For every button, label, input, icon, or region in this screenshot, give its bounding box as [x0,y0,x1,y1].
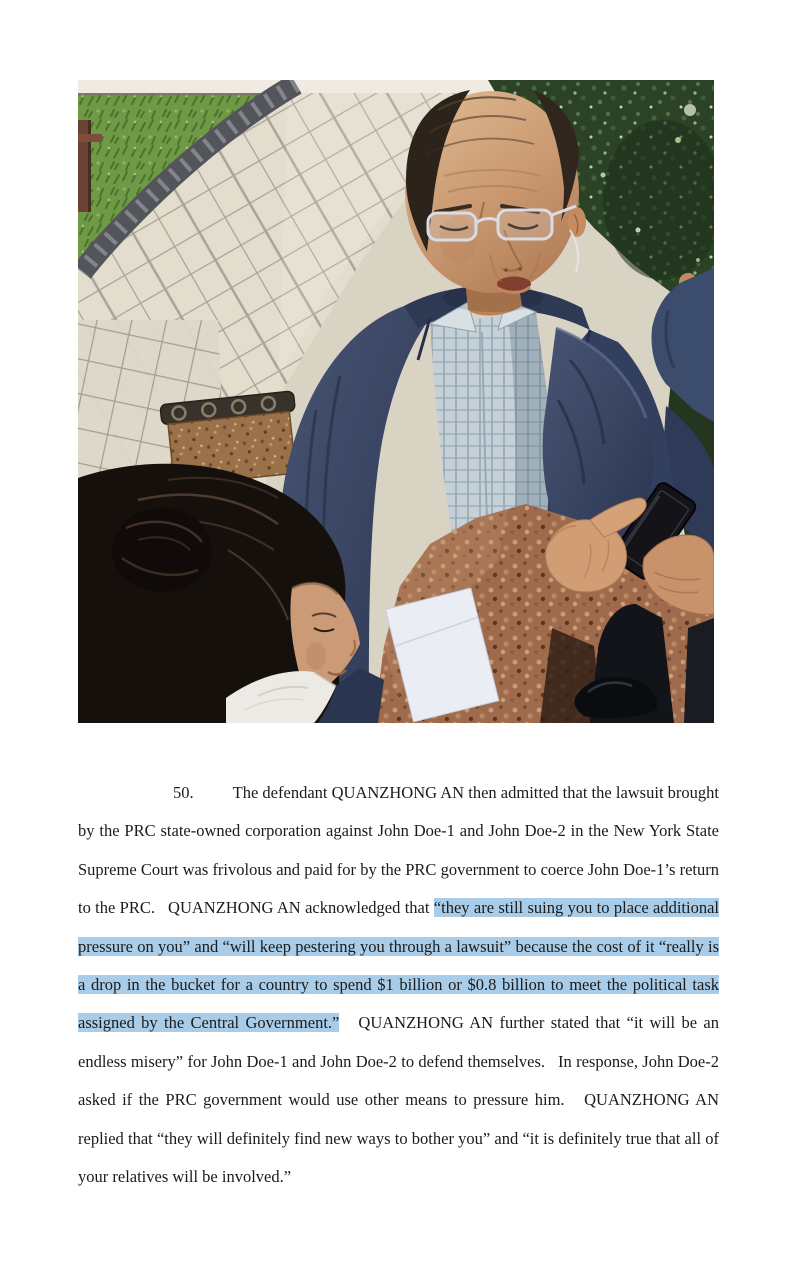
surveillance-photo [78,80,714,723]
highlighted-text: “they are still suing you to place additional pressure on you” and “will keep pestering you through a lawsuit” because the cost of it “really is a drop in the bucket for a country to spend $1 billion or $0.8 billion to meet the political task assigned by the Central Government.” [78,898,719,1033]
paragraph-number: 50. [173,783,194,802]
paragraph-text-post: QUANZHONG AN further stated that “it will be an endless misery” for John Doe-1 and John Doe-2 to defend themselves. In response, John Doe-2 asked if the PRC government would use other means to pressure him. QUANZHONG AN replied that “they will definitely find new ways to bother you” and “it is definitely true that all of your relatives will be involved.” [78,1013,719,1187]
paragraph-50 [78,774,719,1196]
paragraph-text-pre: The defendant QUANZHONG AN then admitted that the lawsuit brought by the PRC state-owned corporation against John Doe-1 and John Doe-2 in the New York State Supreme Court was frivolous and paid for by the PRC government to coerce John Doe-1’s return to the PRC. QUANZHONG AN acknowledged that [78,783,719,918]
complaint-text-block [78,774,719,1196]
surveillance-photo-image [78,80,714,723]
hair-bun [112,508,212,592]
